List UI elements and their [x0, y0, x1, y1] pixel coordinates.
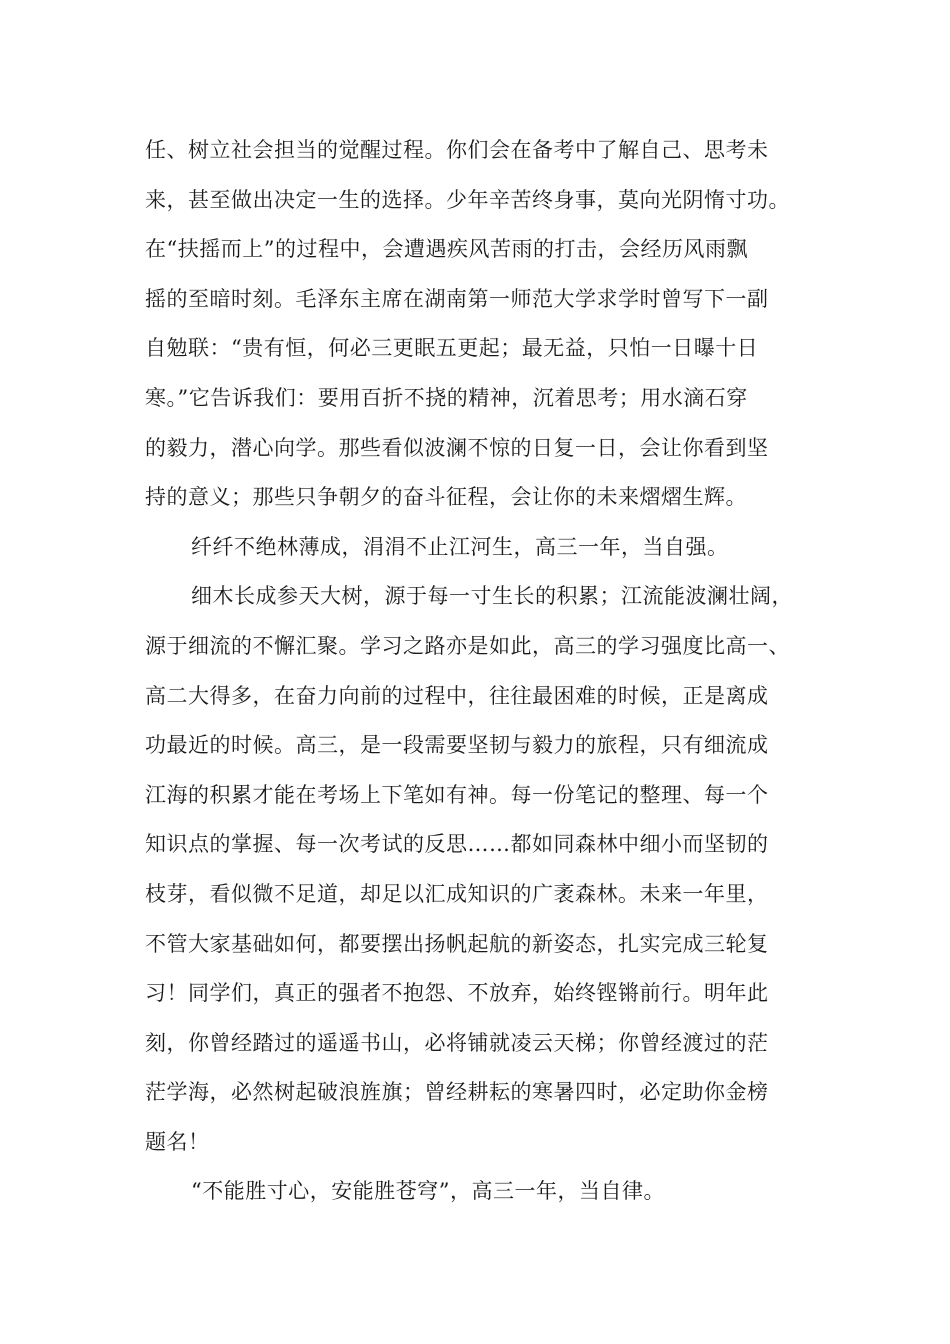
document-body: [145, 130, 825, 1221]
text-line: 源于细流的不懈汇聚。学习之路亦是如此，高三的学习强度比高一、: [145, 633, 790, 658]
text-line: 刻，你曾经踏过的遥遥书山，必将铺就凌云天梯；你曾经渡过的茫: [145, 1030, 769, 1055]
text-line: 江海的积累才能在考场上下笔如有神。每一份笔记的整理、每一个: [145, 782, 769, 807]
text-line: 不管大家基础如何，都要摆出扬帆起航的新姿态，扎实完成三轮复: [145, 931, 769, 956]
text-line: 在“扶摇而上”的过程中，会遭遇疾风苦雨的打击，会经历风雨飘: [145, 237, 748, 262]
text-line: 题名！: [145, 1129, 210, 1154]
text-line: 寒。”它告诉我们：要用百折不挠的精神，沉着思考；用水滴石穿: [145, 385, 748, 410]
text-line: 来，甚至做出决定一生的选择。少年辛苦终身事，莫向光阴惰寸功。: [145, 187, 790, 212]
text-line: 任、树立社会担当的觉醒过程。你们会在备考中了解自己、思考未: [145, 138, 769, 162]
text-line: 摇的至暗时刻。毛泽东主席在湖南第一师范大学求学时曾写下一副: [145, 286, 769, 311]
text-line: 高二大得多，在奋力向前的过程中，往往最困难的时候，正是离成: [145, 683, 769, 708]
text-line: 茫学海，必然树起破浪旌旗；曾经耕耘的寒暑四时，必定助你金榜: [145, 1080, 769, 1105]
text-line: 持的意义；那些只争朝夕的奋斗征程，会让你的未来熠熠生辉。: [145, 485, 747, 510]
text-line: 细木长成参天大树，源于每一寸生长的积累；江流能波澜壮阔，: [191, 584, 793, 609]
text-line: 功最近的时候。高三，是一段需要坚韧与毅力的旅程，只有细流成: [145, 733, 769, 758]
text-line: 纤纤不绝林薄成，涓涓不止江河生，高三一年，当自强。: [191, 534, 729, 559]
text-line: 的毅力，潜心向学。那些看似波澜不惊的日复一日，会让你看到坚: [145, 435, 769, 460]
text-line: 习！同学们，真正的强者不抱怨、不放弃，始终铿锵前行。明年此: [145, 981, 769, 1006]
text-line: 自勉联：“贵有恒，何必三更眠五更起；最无益，只怕一日曝十日: [145, 336, 759, 361]
text-line: 知识点的掌握、每一次考试的反思……都如同森林中细小而坚韧的: [145, 832, 769, 857]
text-line: “不能胜寸心，安能胜苍穹”，高三一年，当自律。: [191, 1179, 665, 1204]
text-line: 枝芽，看似微不足道，却足以汇成知识的广袤森林。未来一年里，: [145, 881, 769, 906]
